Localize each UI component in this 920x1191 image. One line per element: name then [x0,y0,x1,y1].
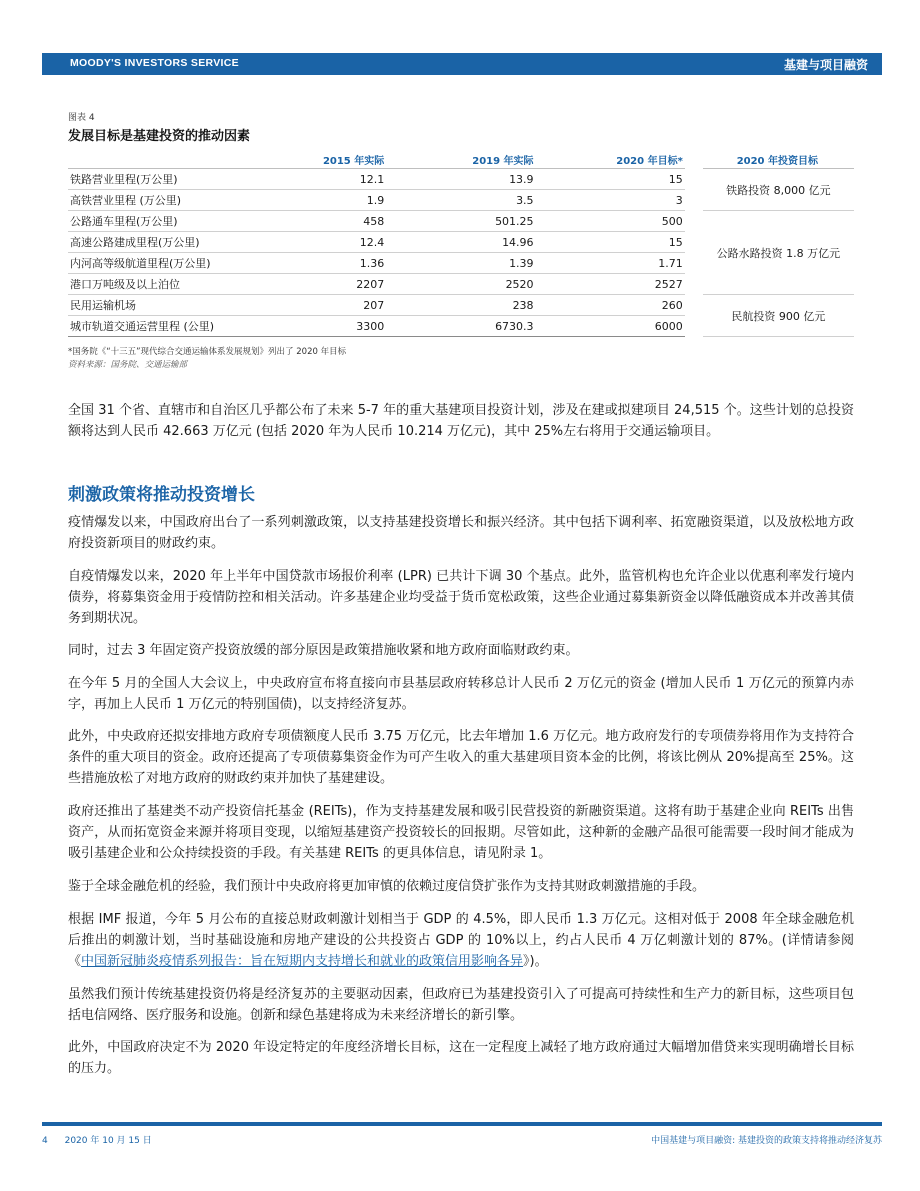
paragraph-6: 政府还推出了基建类不动产投资信托基金 (REITs)，作为支持基建发展和吸引民营投资的新融资渠道。这将有助于基建企业向 REITs 出售资产，从而拓宽资金来源并将项目变现，以缩短基建资产投资较长的回报期。尽管如此，这种新的金融产品很可能需要一段时间才能成为吸引基建企业和公众持续投资的手段。有关基建 REITs 的更具体信息，请见附录 1。 [68,804,854,861]
cell-gap [685,211,703,232]
brand-name: MOODY'S INVESTORS SERVICE [70,57,239,69]
exhibit-title: 发展目标是基建投资的推动因素 [68,129,251,144]
publish-date: 2020 年 10 月 15 日 [64,1136,152,1146]
intro-paragraph: 全国 31 个省、直辖市和自治区几乎都公布了未来 5-7 年的重大基建项目投资计划，涉及在建或拟建项目 24,515 个。这些计划的总投资额将达到人民币 42.663 万亿元 (包括 2020 年为人民币 10.214 万亿元)，其中 25%左右将用于交通运输项目。 [68,403,854,439]
cell-2015: 1.9 [237,190,386,211]
paragraph-7: 鉴于全球金融危机的经验，我们预计中央政府将更加审慎的依赖过度信贷扩张作为支持其财政刺激措施的手段。 [68,879,706,894]
cell-2019: 238 [386,295,535,316]
cell-2019: 6730.3 [386,316,535,337]
footer-left [42,1133,152,1146]
table-row [68,169,854,190]
cell-2019: 501.25 [386,211,535,232]
page-number: 4 [42,1136,48,1146]
cell-2020: 260 [536,295,685,316]
paragraph-1: 疫情爆发以来，中国政府出台了一系列刺激政策，以支持基建投资增长和振兴经济。其中包括下调利率、拓宽融资渠道，以及放松地方政府投资新项目的财政约束。 [68,515,854,551]
cell-2015: 458 [237,211,386,232]
row-label: 内河高等级航道里程(万公里) [68,253,237,274]
cell-gap [685,169,703,190]
cell-2019: 14.96 [386,232,535,253]
paragraph-2: 自疫情爆发以来，2020 年上半年中国贷款市场报价利率 (LPR) 已共计下调 30 个基点。此外，监管机构也允许企业以优惠利率发行境内债券，将募集资金用于疫情防控和相关活动。许多基建企业均受益于货币宽松政策，这些企业通过募集新资金以降低融资成本并改善其债务到期状况。 [68,569,854,626]
paragraph-3: 同时，过去 3 年固定资产投资放缓的部分原因是政策措施收紧和地方政府面临财政约束。 [68,643,579,658]
report-link[interactable]: 中国新冠肺炎疫情系列报告：旨在短期内支持增长和就业的政策信用影响各异 [81,954,524,969]
header-gap [685,150,703,169]
row-label: 民用运输机场 [68,295,237,316]
rail-investment-target: 铁路投资 8,000 亿元 [703,169,854,211]
cell-gap [685,190,703,211]
cell-2015: 12.4 [237,232,386,253]
header-2020-target: 2020 年目标* [536,150,685,169]
cell-gap [685,316,703,337]
cell-2015: 1.36 [237,253,386,274]
row-label: 公路通车里程(万公里) [68,211,237,232]
cell-2020: 1.71 [536,253,685,274]
paragraph-5: 此外，中央政府还拟安排地方政府专项债额度人民币 3.75 万亿元，比去年增加 1.6 万亿元。地方政府发行的专项债券将用作为支持符合条件的重大项目的资金。政府还提高了专项债募集资金作为可产生收入的重大基建项目资本金的比例，将该比例从 20%提高至 25%。这些措施放松了对地方政府的财政约束并加快了基建建设。 [68,729,854,786]
cell-2015: 2207 [237,274,386,295]
row-label: 高铁营业里程 (万公里) [68,190,237,211]
footer-bar [42,1122,882,1126]
exhibit-label: 图表 4 [68,113,95,123]
cell-gap [685,274,703,295]
cell-2020: 500 [536,211,685,232]
header-2019: 2019 年实际 [386,150,535,169]
aviation-investment-target: 民航投资 900 亿元 [703,295,854,337]
paragraph-8-tail: 》)。 [523,954,548,969]
road-water-investment-target: 公路水路投资 1.8 万亿元 [703,211,854,295]
paragraph-8-text: 根据 IMF 报道，今年 5 月公布的直接总财政刺激计划相当于 GDP 的 4.5%，即人民币 1.3 万亿元。这相对低于 2008 年全球金融危机后推出的刺激计划，当时基础设施和房地产建设的公共投资占 GDP 的 10%以上，约占人民币 4 万亿刺激计划的 87%。(详情请参阅《 [68,912,854,969]
header-label-col [68,150,237,169]
cell-2019: 13.9 [386,169,535,190]
cell-2020: 3 [536,190,685,211]
section-heading: 刺激政策将推动投资增长 [68,485,255,505]
exhibit-table [68,150,854,337]
row-label: 高速公路建成里程(万公里) [68,232,237,253]
paragraph-9: 虽然我们预计传统基建投资仍将是经济复苏的主要驱动因素，但政府已为基建投资引入了可提高可持续性和生产力的新目标，这些项目包括电信网络、医疗服务和设施。创新和绿色基建将成为未来经济增长的新引擎。 [68,987,854,1023]
paragraph-10: 此外，中国政府决定不为 2020 年设定特定的年度经济增长目标，这在一定程度上减轻了地方政府通过大幅增加借贷来实现明确增长目标的压力。 [68,1040,854,1076]
row-label: 铁路营业里程(万公里) [68,169,237,190]
cell-2020: 15 [536,232,685,253]
header-bar [42,53,882,75]
table-row [68,295,854,316]
cell-gap [685,295,703,316]
row-label: 城市轨道交通运营里程 (公里) [68,316,237,337]
exhibit-source: 资料来源：国务院、交通运输部 [68,360,188,370]
header-2015: 2015 年实际 [237,150,386,169]
row-label: 港口万吨级及以上泊位 [68,274,237,295]
footer-title: 中国基建与项目融资: 基建投资的政策支持将推动经济复苏 [651,1136,882,1146]
section-tag: 基建与项目融资 [783,58,868,72]
cell-2019: 1.39 [386,253,535,274]
cell-2019: 3.5 [386,190,535,211]
cell-2019: 2520 [386,274,535,295]
table-header-row [68,150,854,169]
cell-2015: 207 [237,295,386,316]
cell-gap [685,232,703,253]
table-row [68,211,854,232]
cell-2020: 6000 [536,316,685,337]
cell-gap [685,253,703,274]
header-investment-target: 2020 年投资目标 [703,150,854,169]
cell-2020: 15 [536,169,685,190]
cell-2020: 2527 [536,274,685,295]
cell-2015: 12.1 [237,169,386,190]
paragraph-4: 在今年 5 月的全国人大会议上，中央政府宣布将直接向市县基层政府转移总计人民币 2 万亿元的资金 (增加人民币 1 万亿元的预算内赤字，再加上人民币 1 万亿元的特别国债)，以支持经济复苏。 [68,676,854,712]
exhibit-note: *国务院《“十三五”现代综合交通运输体系发展规划》列出了 2020 年目标 [68,347,347,357]
paragraph-8 [68,909,854,972]
cell-2015: 3300 [237,316,386,337]
